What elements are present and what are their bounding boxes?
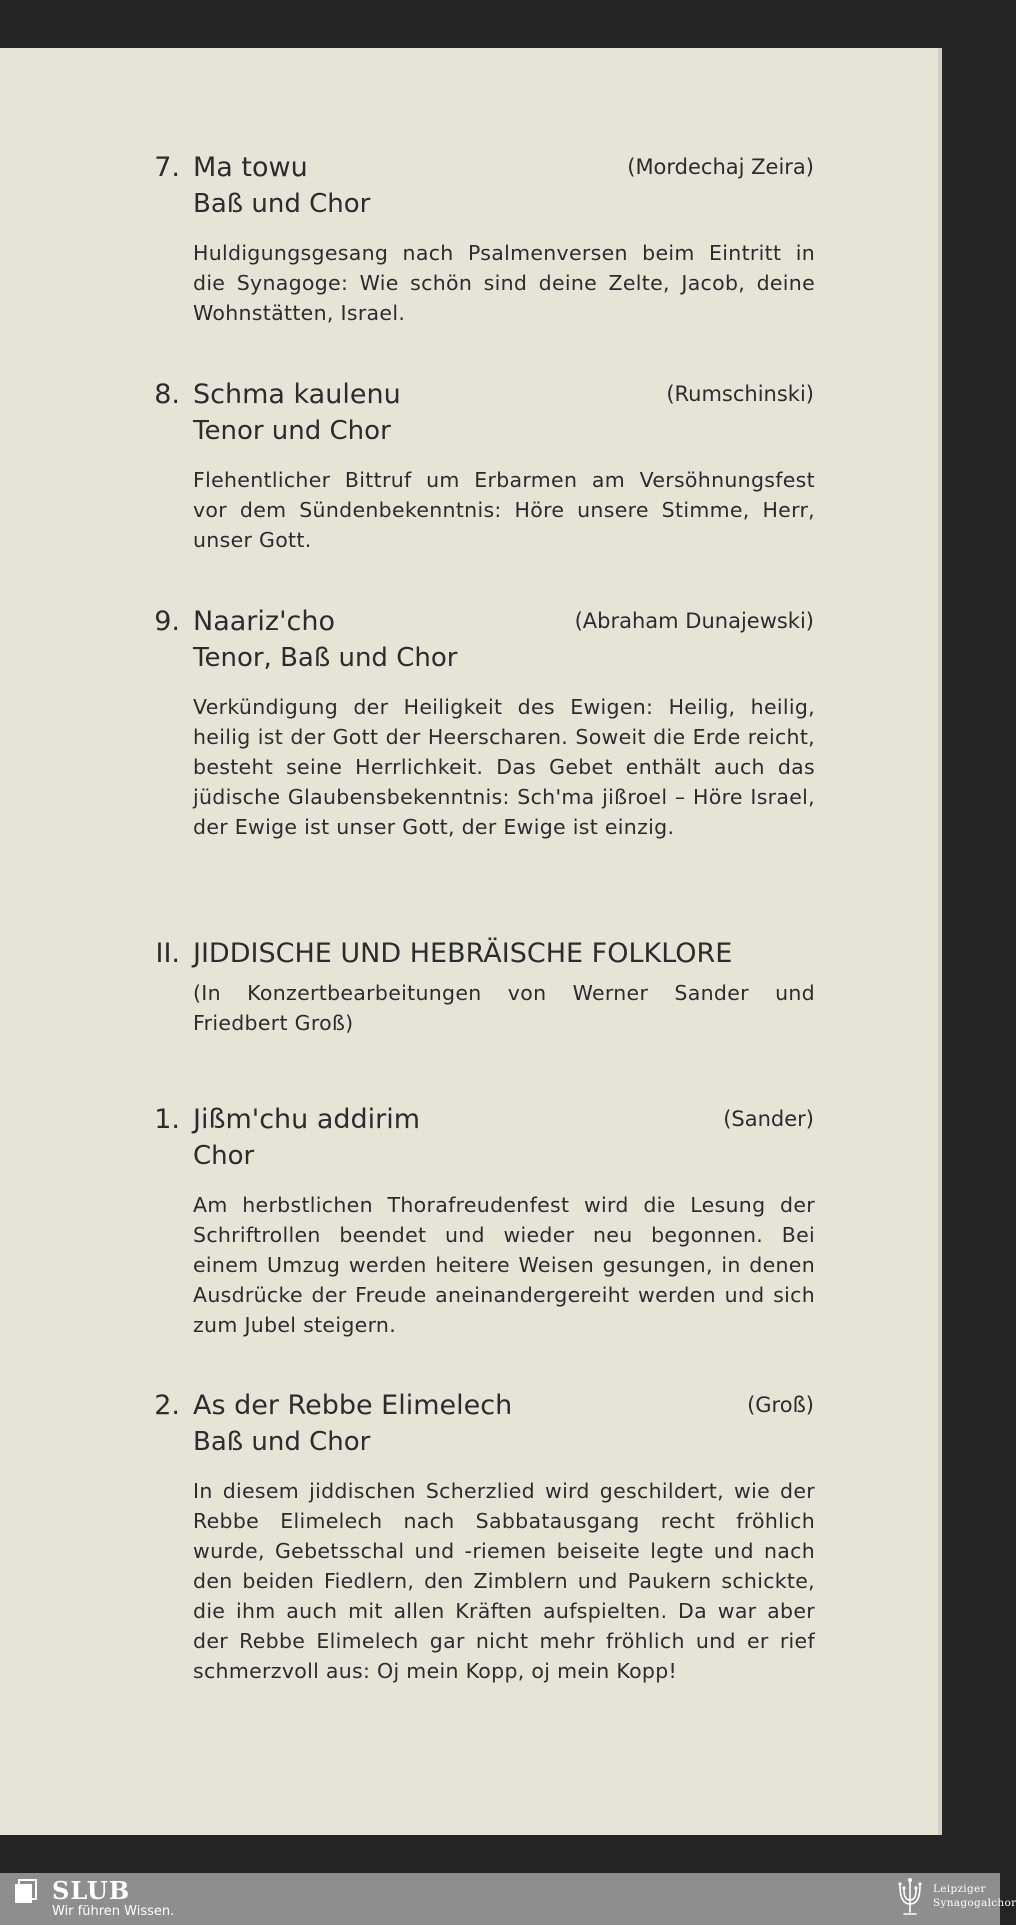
section-number: II. xyxy=(155,938,180,969)
entry-title: Schma kaulenu xyxy=(193,379,401,410)
entry-title: Naariz'cho xyxy=(193,606,335,637)
menorah-icon xyxy=(895,1876,925,1918)
entry-number: 8. xyxy=(154,379,180,410)
entry-description: In diesem jiddischen Scherzlied wird geschildert, wie der Rebbe Elimelech nach Sabbatausgang recht fröhlich wurde, Gebetsschal und -riemen beiseite legte und nach den beiden Fiedlern, den Zimblern und Paukern schickte, die ihm auch mit allen Kräften aufspielten. Da war aber der Rebbe Elimelech gar nicht mehr fröhlich und er rief schmerzvoll aus: Oj mein Kopp, oj mein Kopp! xyxy=(193,1479,815,1683)
entry-composer: (Groß) xyxy=(747,1393,814,1417)
library-name[interactable]: SLUB xyxy=(52,1876,131,1905)
entry-composer: (Abraham Dunajewski) xyxy=(574,609,814,633)
entry-description: Am herbstlichen Thorafreudenfest wird die Lesung der Schriftrollen beendet und wieder neu begonnen. Bei einem Umzug werden heitere Weisen gesungen, in denen Ausdrücke der Freude aneinandergereiht werden und sich zum Jubel steigern. xyxy=(193,1193,815,1337)
entry-description: Huldigungsgesang nach Psalmenversen beim Eintritt in die Synagoge: Wie schön sind deine Zelte, Jacob, deine Wohnstätten, Israel. xyxy=(193,241,815,325)
entry-composer: (Rumschinski) xyxy=(666,382,814,406)
entry-voices: Baß und Chor xyxy=(193,1427,371,1457)
entry-description: Flehentlicher Bittruf um Erbarmen am Versöhnungsfest vor dem Sündenbekenntnis: Höre unsere Stimme, Herr, unser Gott. xyxy=(193,468,815,552)
entry-number: 2. xyxy=(154,1390,180,1421)
entry-composer: (Mordechaj Zeira) xyxy=(627,155,814,179)
entry-voices: Tenor, Baß und Chor xyxy=(193,643,458,673)
entry-voices: Tenor und Chor xyxy=(193,416,391,446)
partner-line-2: Synagogalchor xyxy=(933,1897,1016,1909)
entry-number: 9. xyxy=(154,606,180,637)
entry-number: 7. xyxy=(154,152,180,183)
entry-title: Jißm'chu addirim xyxy=(193,1104,421,1135)
entry-voices: Chor xyxy=(193,1141,255,1171)
entry-description: Verkündigung der Heiligkeit des Ewigen: Heilig, heilig, heilig ist der Gott der Heerscharen. Soweit die Erde reicht, besteht seine Herrlichkeit. Das Gebet enthält auch das jüdische Glaubensbekenntnis: Sch'ma jißroel – Höre Israel, der Ewige ist unser Gott, der Ewige ist einzig. xyxy=(193,695,815,839)
library-tagline: Wir führen Wissen. xyxy=(52,1904,175,1919)
section-title: JIDDISCHE UND HEBRÄISCHE FOLKLORE xyxy=(193,938,733,969)
page-edge xyxy=(938,48,942,1835)
entry-composer: (Sander) xyxy=(723,1107,814,1131)
entry-title: Ma towu xyxy=(193,152,308,183)
partner-name xyxy=(933,1882,1016,1910)
entry-voices: Baß und Chor xyxy=(193,189,371,219)
section-subtitle: (In Konzertbearbeitungen von Werner Sander und Friedbert Groß) xyxy=(193,981,815,1035)
entry-title: As der Rebbe Elimelech xyxy=(193,1390,513,1421)
entry-number: 1. xyxy=(154,1104,180,1135)
partner-line-1: Leipziger xyxy=(933,1883,986,1895)
slub-logo-icon xyxy=(13,1879,39,1905)
